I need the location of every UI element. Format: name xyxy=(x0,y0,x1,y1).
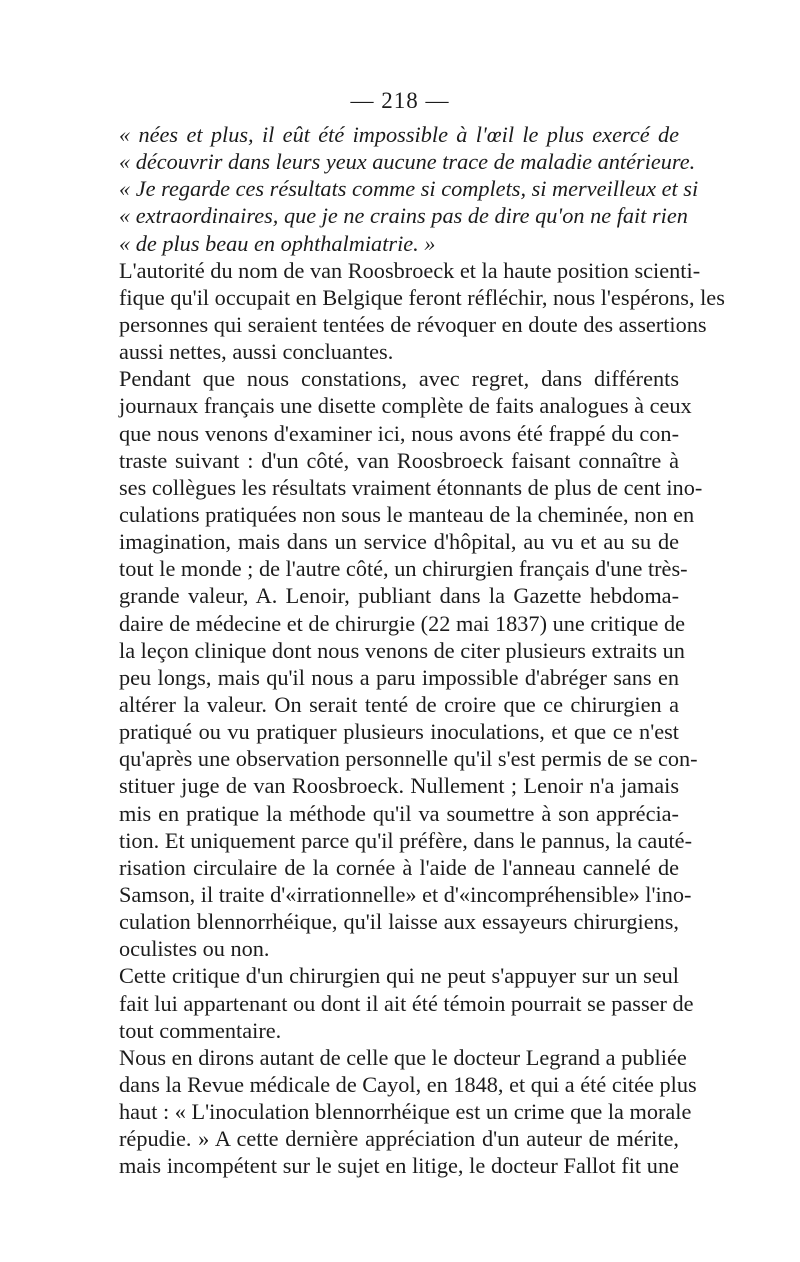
text-line: fait lui appartenant ou dont il ait été témoin pourrait se passer de xyxy=(119,990,694,1016)
text-line: haut : « L'inoculation blennorrhéique est un crime que la morale xyxy=(119,1099,692,1125)
text-line: journaux français une disette complète de faits analogues à ceux xyxy=(119,393,692,419)
text-line: L'autorité du nom de van Roosbroeck et la haute position scienti- xyxy=(119,257,701,283)
text-line: « Je regarde ces résultats comme si complets, si merveilleux et si xyxy=(119,176,699,202)
text-line: imagination, mais dans un service d'hôpital, au vu et au su de xyxy=(119,529,679,555)
text-line: Cette critique d'un chirurgien qui ne peut s'appuyer sur un seul xyxy=(119,963,679,989)
text-line: aussi nettes, aussi concluantes. xyxy=(119,339,394,365)
text-line: oculistes ou non. xyxy=(119,936,270,962)
text-line: peu longs, mais qu'il nous a paru impossible d'abréger sans en xyxy=(119,664,679,690)
text-line: tout le monde ; de l'autre côté, un chirurgien français d'une très- xyxy=(119,556,688,582)
text-line: ses collègues les résultats vraiment étonnants de plus de cent ino- xyxy=(119,474,703,500)
body-text xyxy=(119,121,725,1179)
text-line: que nous venons d'examiner ici, nous avons été frappé du con- xyxy=(119,420,679,446)
text-line: altérer la valeur. On serait tenté de croire que ce chirurgien a xyxy=(119,691,679,717)
text-line: tion. Et uniquement parce qu'il préfère, dans le pannus, la cauté- xyxy=(119,827,692,853)
text-line: « de plus beau en ophthalmiatrie. » xyxy=(119,230,436,256)
text-line: dans la Revue médicale de Cayol, en 1848, et qui a été citée plus xyxy=(119,1071,697,1097)
text-line: personnes qui seraient tentées de révoquer en doute des assertions xyxy=(119,311,707,337)
text-line: « découvrir dans leurs yeux aucune trace de maladie antérieure. xyxy=(119,149,696,175)
text-line: stituer juge de van Roosbroeck. Nullement ; Lenoir n'a jamais xyxy=(119,773,679,799)
text-line: la leçon clinique dont nous venons de citer plusieurs extraits un xyxy=(119,637,685,663)
text-line: daire de médecine et de chirurgie (22 mai 1837) une critique de xyxy=(119,610,686,636)
page-number: — 218 — xyxy=(350,88,450,113)
text-line: culation blennorrhéique, qu'il laisse aux essayeurs chirurgiens, xyxy=(119,909,679,935)
text-line: qu'après une observation personnelle qu'il s'est permis de se con- xyxy=(119,746,698,772)
text-line: « nées et plus, il eût été impossible à l'œil le plus exercé de xyxy=(119,122,679,147)
text-line: mis en pratique la méthode qu'il va soumettre à son apprécia- xyxy=(119,800,679,826)
text-line: fique qu'il occupait en Belgique feront réfléchir, nous l'espérons, les xyxy=(119,284,725,310)
text-line: risation circulaire de la cornée à l'aide de l'anneau cannelé de xyxy=(119,854,679,880)
text-line: « extraordinaires, que je ne crains pas de dire qu'on ne fait rien xyxy=(119,203,688,229)
text-line: grande valeur, A. Lenoir, publiant dans la Gazette hebdoma- xyxy=(119,583,679,609)
text-line: mais incompétent sur le sujet en litige, le docteur Fallot fit une xyxy=(119,1153,679,1179)
text-line: pratiqué ou vu pratiquer plusieurs inoculations, et que ce n'est xyxy=(119,719,679,745)
text-line: Samson, il traite d'«irrationnelle» et d'«incompréhensible» l'ino- xyxy=(119,881,692,907)
text-line: Pendant que nous constations, avec regret, dans différents xyxy=(119,366,679,392)
text-line: tout commentaire. xyxy=(119,1017,282,1043)
text-line: traste suivant : d'un côté, van Roosbroeck faisant connaître à xyxy=(119,447,679,473)
text-line: culations pratiquées non sous le manteau de la cheminée, non en xyxy=(119,501,695,527)
text-line: Nous en dirons autant de celle que le docteur Legrand a publiée xyxy=(119,1044,687,1070)
text-line: répudie. » A cette dernière appréciation d'un auteur de mérite, xyxy=(119,1126,679,1152)
